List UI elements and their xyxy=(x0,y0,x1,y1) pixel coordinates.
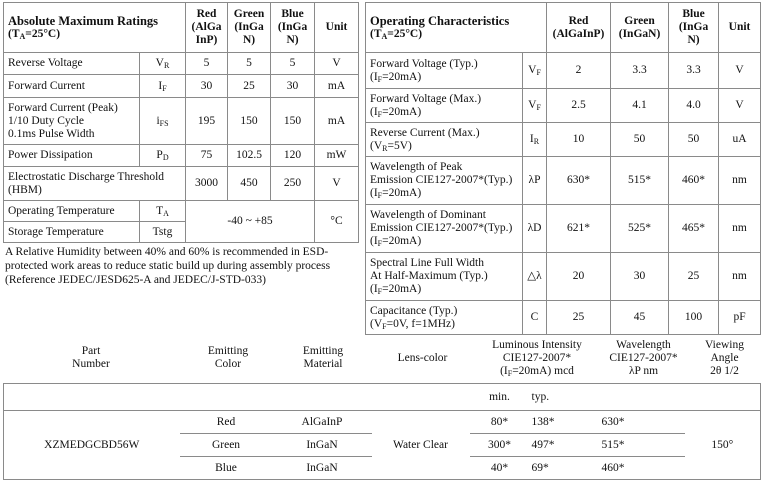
part-number: XZMEDGCBD56W xyxy=(4,411,180,480)
table-row: Operating Temperature $T_A$ -40 ~ +85 °C xyxy=(4,201,359,222)
abs-max-condition: $(T_A=25^\circ C)$ xyxy=(8,27,61,41)
table-row: Green InGaN 300* 497* 515* xyxy=(4,434,761,457)
hdr-emitting-color: Emitting Color xyxy=(207,345,249,370)
hdr-wavelength: Wavelength CIE127-2007* λP nm xyxy=(609,338,678,377)
hdr-emitting-material: Emitting Material xyxy=(302,345,344,370)
abs-max-title: Absolute Maximum Ratings xyxy=(8,13,159,28)
humidity-note: A Relative Humidity between 40% and 60% is recommended in ESD-protected work areas to reduce static build up during assembly process (Reference JEDEC/JESD625-A and JEDEC/J-STD-033) xyxy=(5,246,331,286)
part-number-header xyxy=(0,337,763,379)
table-row: Forward Current (Peak) 1/10 Duty Cycle 0.1ms Pulse Width $i_{FS}$ 195 150 150 mA xyxy=(4,98,359,145)
op-char-hdr-red: Red (AlGaInP) xyxy=(547,3,611,53)
table-row: Capacitance (Typ.) ($V_F=0V$, f=1MHz) C 25 45 100 pF xyxy=(366,301,761,335)
table-row: Electrostatic Discharge Threshold (HBM) 3000 450 250 V xyxy=(4,167,359,201)
part-subheader-row xyxy=(4,384,761,411)
hdr-lens-color: Lens-color xyxy=(397,351,448,364)
sub-min: min. xyxy=(470,384,530,411)
table-row: Forward Current $I_F$ 30 25 30 mA xyxy=(4,75,359,98)
sub-typ: typ. xyxy=(530,384,600,411)
op-char-title: Operating Characteristics xyxy=(370,13,510,28)
abs-max-hdr-blue: Blue (InGa N) xyxy=(271,3,315,53)
table-row: Blue InGaN 40* 69* 460* xyxy=(4,457,761,480)
part-number-table xyxy=(3,383,761,480)
op-char-hdr-unit: Unit xyxy=(719,3,761,53)
op-char-hdr-green: Green (InGaN) xyxy=(611,3,669,53)
viewing-angle: 150° xyxy=(685,411,761,480)
lens-color: Water Clear xyxy=(372,411,470,480)
abs-max-header xyxy=(4,3,186,53)
op-char-hdr-blue: Blue (InGa N) xyxy=(669,3,719,53)
table-row: Wavelength of Dominant Emission CIE127-2007*(Typ.) $(I_F=20mA)$ λD 621* 525* 465* nm xyxy=(366,205,761,253)
op-char-header xyxy=(366,3,547,53)
op-char-condition: $(T_A=25^\circ C)$ xyxy=(370,27,423,41)
temp-range: -40 ~ +85 xyxy=(186,201,315,243)
table-row: Forward Voltage (Typ.) $(I_F=20mA)$ $V_F$ 2 3.3 3.3 V xyxy=(366,53,761,89)
hdr-luminous-intensity: Luminous Intensity CIE127-2007* $(I_F=20mA)$ mcd xyxy=(492,338,582,378)
table-row: XZMEDGCBD56W Red AlGaInP Water Clear 80* 138* 630* 150° xyxy=(4,411,761,434)
table-row: Forward Voltage (Max.) $(I_F=20mA)$ $V_F$ 2.5 4.1 4.0 V xyxy=(366,89,761,123)
absolute-maximum-ratings-table xyxy=(3,2,359,243)
operating-characteristics-table xyxy=(365,2,761,335)
table-row: Reverse Current (Max.) $(V_R=5V)$ $I_R$ 10 50 50 uA xyxy=(366,123,761,157)
temp-unit: °C xyxy=(315,201,359,243)
abs-max-hdr-unit: Unit xyxy=(315,3,359,53)
table-row: Wavelength of Peak Emission CIE127-2007*(Typ.) $(I_F=20mA)$ λP 630* 515* 460* nm xyxy=(366,157,761,205)
table-row: Storage Temperature Tstg xyxy=(4,222,359,243)
abs-max-hdr-green: Green (InGa N) xyxy=(228,3,271,53)
hdr-viewing-angle: Viewing Angle 2θ 1/2 xyxy=(705,338,744,377)
hdr-part-number: Part Number xyxy=(72,345,110,370)
table-row: Power Dissipation $P_D$ 75 102.5 120 mW xyxy=(4,145,359,167)
table-row: Reverse Voltage $V_R$ 5 5 5 V xyxy=(4,53,359,75)
table-row: Spectral Line Full Width At Half-Maximum (Typ.) $(I_F=20mA)$ △λ 20 30 25 nm xyxy=(366,253,761,301)
abs-max-hdr-red: Red (AlGa InP) xyxy=(186,3,228,53)
